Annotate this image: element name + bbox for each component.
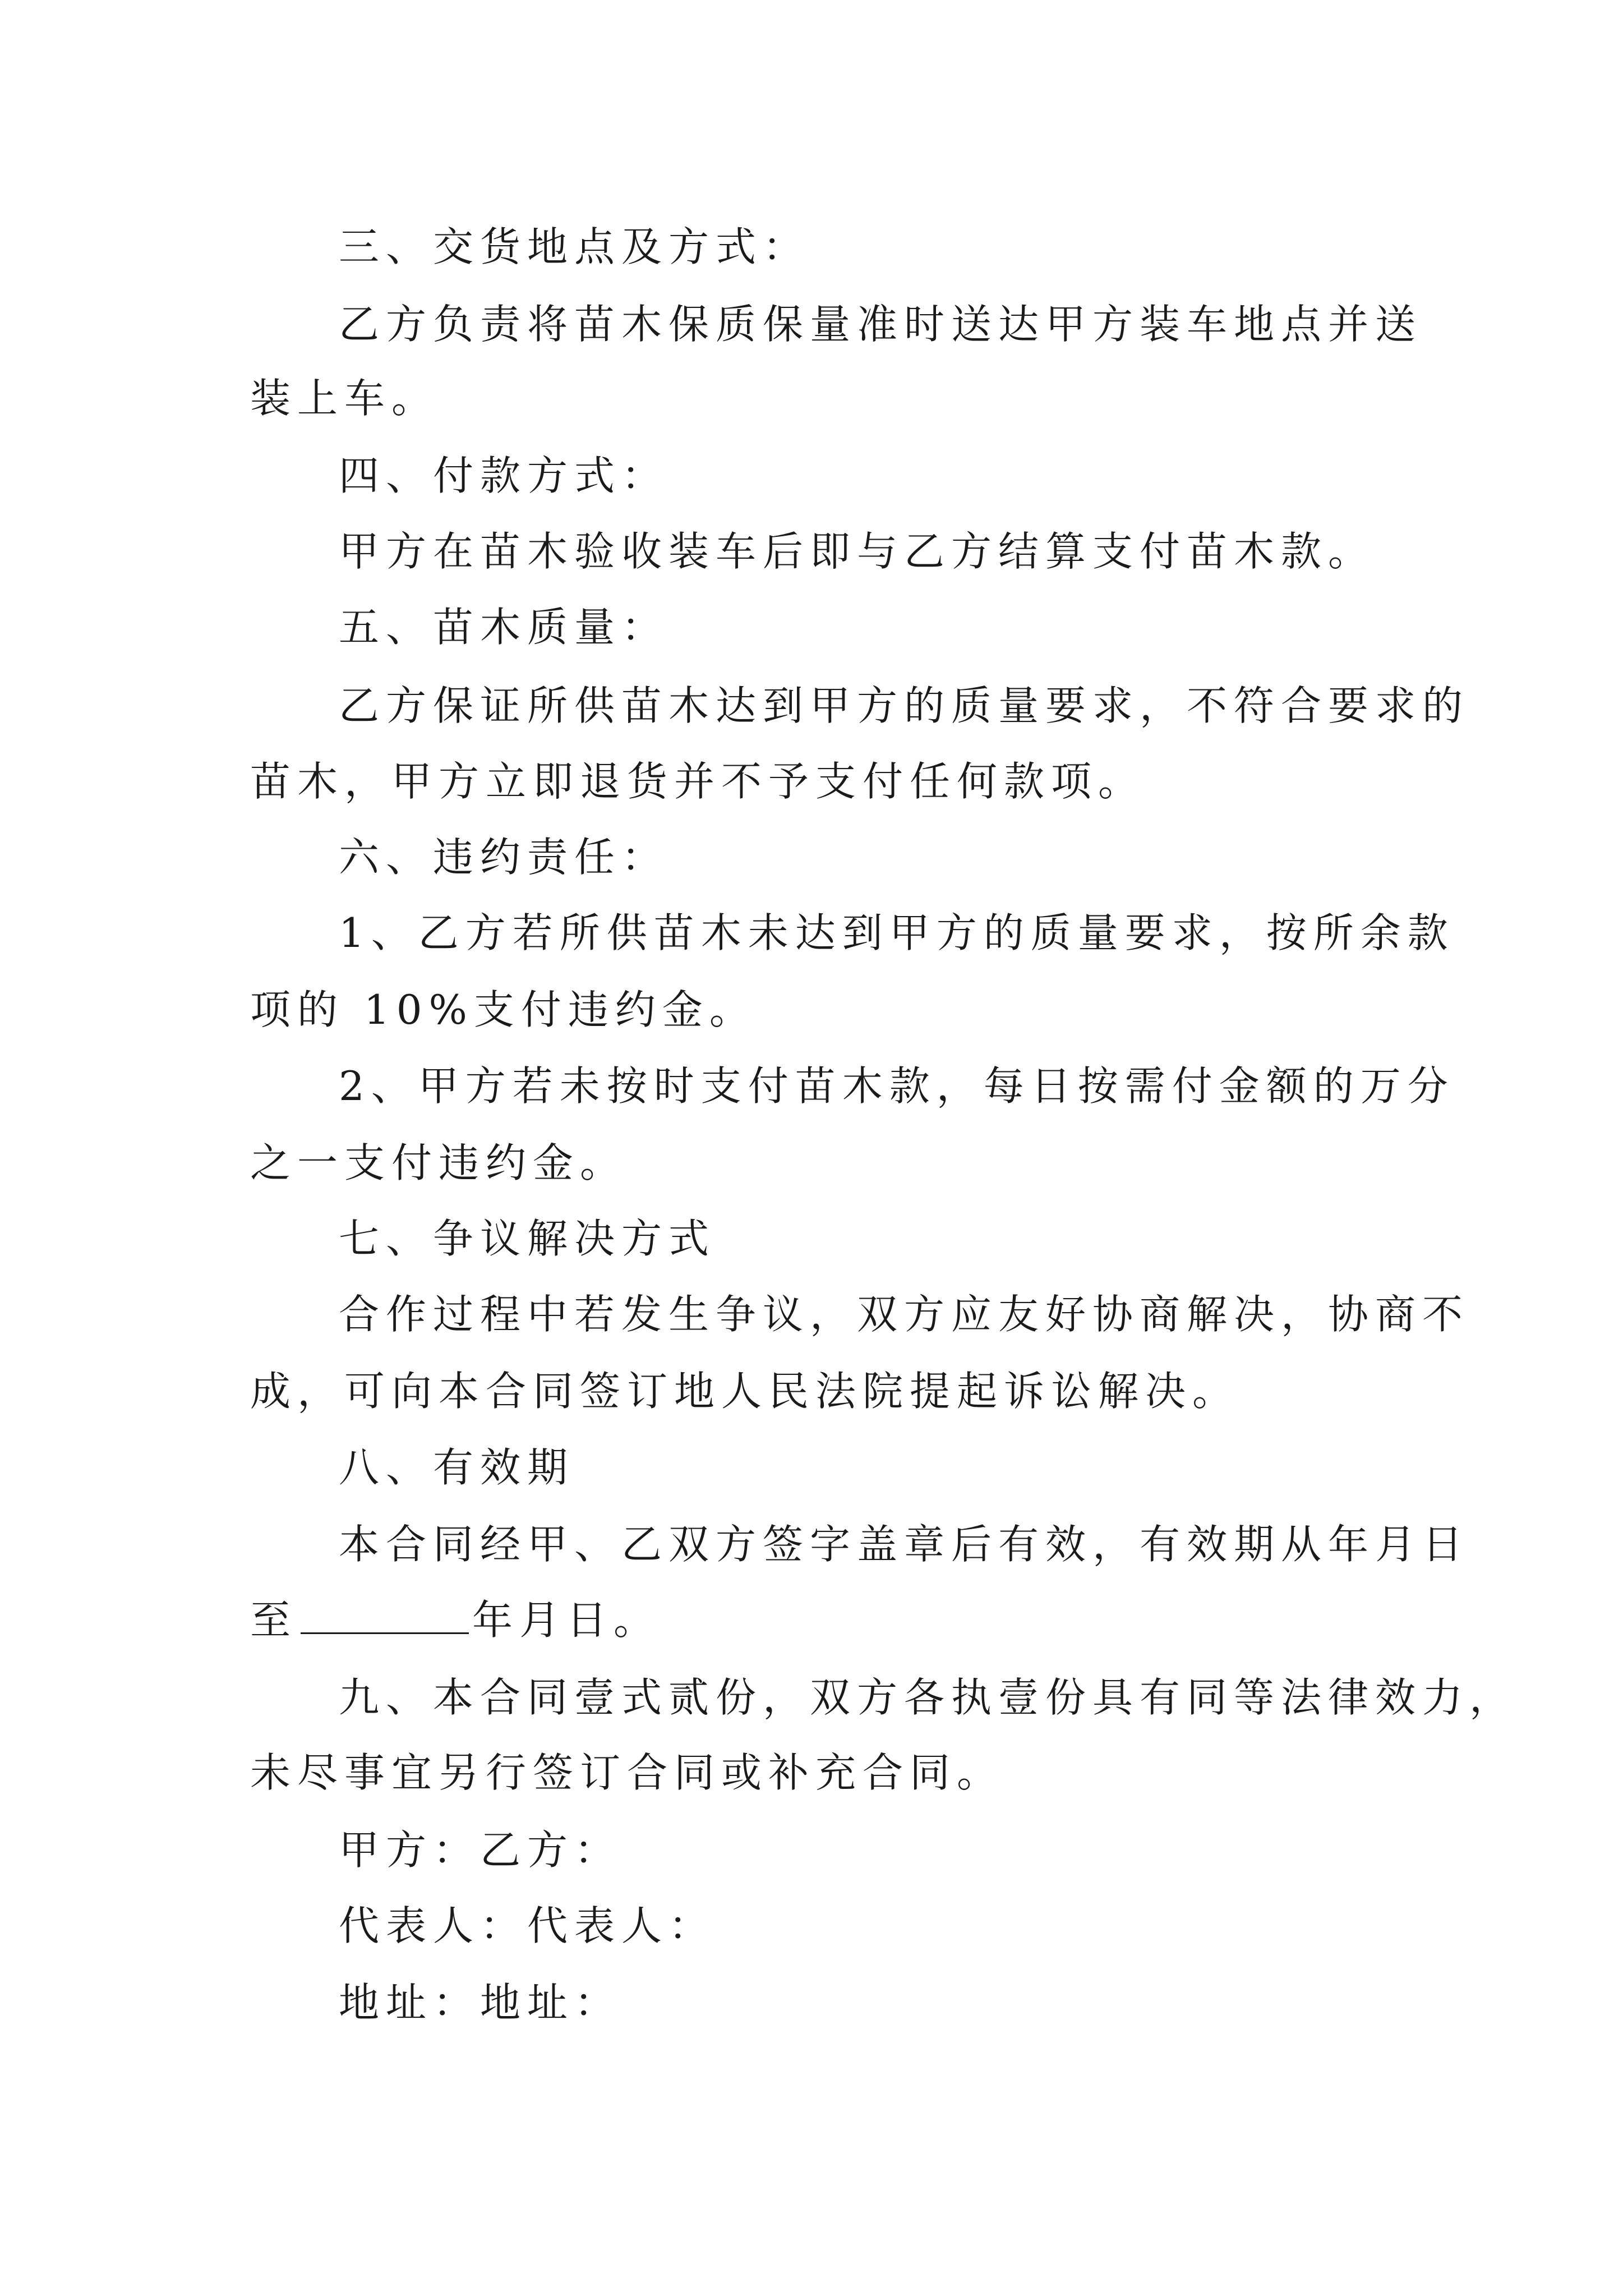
copies-body-line1: 九、本合同壹式贰份，双方各执壹份具有同等法律效力， bbox=[339, 1674, 1517, 1721]
validity-heading: 八、有效期 bbox=[339, 1444, 575, 1491]
liability-heading: 六、违约责任： bbox=[339, 834, 669, 881]
validity-prefix: 至 bbox=[250, 1596, 298, 1644]
payment-heading: 四、付款方式： bbox=[339, 452, 669, 499]
copies-body-line2: 未尽事宜另行签订合同或补充合同。 bbox=[250, 1749, 1004, 1796]
quality-heading: 五、苗木质量： bbox=[339, 604, 669, 651]
signature-representatives: 代表人：代表人： bbox=[339, 1902, 716, 1949]
validity-body-line2 bbox=[250, 1593, 1394, 1647]
payment-body-line1: 甲方在苗木验收装车后即与乙方结算支付苗木款。 bbox=[339, 528, 1376, 575]
delivery-body-line1: 乙方负责将苗木保质保量准时送达甲方装车地点并送 bbox=[339, 301, 1423, 348]
validity-body-line1: 本合同经甲、乙双方签字盖章后有效，有效期从年月日 bbox=[339, 1521, 1470, 1568]
signature-parties: 甲方：乙方： bbox=[339, 1826, 622, 1874]
dispute-heading: 七、争议解决方式 bbox=[339, 1215, 716, 1262]
liability-item1-line1: 1、乙方若所供苗木未达到甲方的质量要求，按所余款 bbox=[339, 909, 1455, 956]
signature-addresses: 地址：地址： bbox=[339, 1979, 622, 2026]
quality-body-line2: 苗木，甲方立即退货并不予支付任何款项。 bbox=[250, 758, 1146, 805]
liability-item1-line2: 项的 10%支付违约金。 bbox=[250, 986, 757, 1033]
dispute-body-line1: 合作过程中若发生争议，双方应友好协商解决，协商不 bbox=[339, 1291, 1470, 1338]
dispute-body-line2: 成，可向本合同签订地人民法院提起诉讼解决。 bbox=[250, 1368, 1240, 1415]
date-blank bbox=[301, 1593, 469, 1634]
validity-suffix: 年月日。 bbox=[472, 1596, 661, 1644]
liability-item2-line1: 2、甲方若未按时支付苗木款，每日按需付金额的万分 bbox=[339, 1062, 1455, 1110]
delivery-heading: 三、交货地点及方式： bbox=[339, 223, 810, 270]
quality-body-line1: 乙方保证所供苗木达到甲方的质量要求，不符合要求的 bbox=[339, 682, 1470, 729]
liability-item2-line2: 之一支付违约金。 bbox=[250, 1139, 628, 1186]
delivery-body-line2: 装上车。 bbox=[250, 375, 439, 422]
